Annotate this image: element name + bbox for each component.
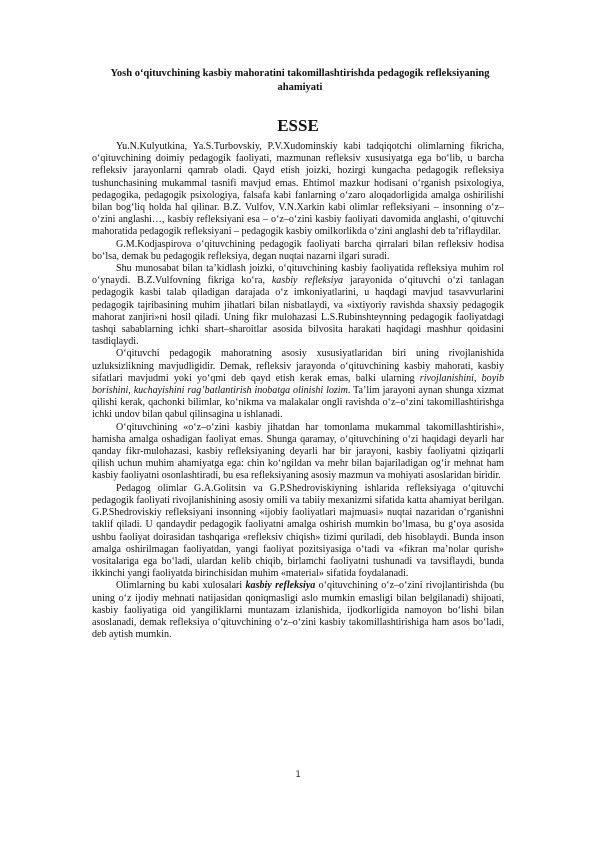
paragraph-text: Pedagog olimlar G.A.Golitsin va G.P.Shedroviskiyning ishlarida refleksiyaga o‘qituvchi pedagogik faoliyati rivojlanishining asosiy omili va tabiiy mexanizmi sifatida katta ahamiyat berilgan. G.P.Shedroviskiy refleksiyani insonning «ijobiy faoliyatlari majmuasi» nuqtai nazaridan o‘rganishni taklif qiladi. U qandaydir pedagogik faoliyatni amalga oshirish mumkin bo‘lmasa, bu g‘oya asosida ushbu faoliyat doirasidan tashqariga «refleksiv chiqish» tizimi quriladi, deb hisoblaydi. Bunda inson amalga oshirilmagan faoliyatdan, yangi faoliyat pozitsiyasiga o‘tadi va «fikran ma’nolar qurish» vositalariga ega bo‘ladi, ulardan kelib chiqib, birlamchi faoliyatni tushunadi va tavsiflaydi, bunda ikkinchi yangi faoliyatda birinchisidan muhim «material» sifatida foydalanadi. [92,482,504,580]
body-paragraph [92,483,504,581]
emphasis-text: rivojlanishini, boyib borishini, kuchayishini rag’batlantirish inobatga olinishi lozim [92,372,504,397]
paragraph-text: O‘qituvchi pedagogik mahoratning asosiy xususiyatlaridan biri uning rivojlanishida uzluksizlikning mavjudligidir. Demak, refleksiv jarayonda o‘qituvchining kasbiy mahorati, kasbiy sifatlari mavjudmi yoki yo‘qmi deb qayd etish kerak emas, balki ularning [92,348,504,384]
body-paragraph [92,239,504,263]
paragraph-text: . Ta’lim jarayoni aynan shunga xizmat qilishi kerak, qachonki bilimlar, ko‘nikma va malakalar ongli ravishda o‘z–o‘zini takomillashtirishga ichki undov bilan qabul qilinsagina u ishlanadi. [92,385,504,421]
paragraph-text: jarayonida o‘qituvchi o‘zi tanlagan pedagogik kasbi talab qiladigan darajada o‘z imkoniyatlarini, u haqdagi mavjud tasavvurlarini pedagogik tajribasining muhim jihatlari bilan nisbatlaydi, va «ixtiyoriy ravishda shaxsiy pedagogik mahorat zanjiri»ni hosil qiladi. Uning fikr mulohazasi L.S.Rubinshteynning pedagogik faoliyatdagi tashqi sabablarning ichki shart–sharoitlar asosida bilvosita harakati haqidagi mashhur qoidasini tasdiqlaydi. [92,275,504,348]
emphasis-text: kasbiy refleksiya [271,275,344,287]
essay-heading: ESSE [277,116,319,135]
page-number: 1 [295,770,301,780]
body-paragraph [92,141,504,239]
body-paragraph [92,348,504,421]
paragraph-text: Shu munosabat bilan ta’kidlash joizki, o‘qituvchining kasbiy faoliyatida refleksiya muhim rol o‘ynaydi. B.Z.Vulfovning fikriga ko‘ra, [92,263,504,287]
paragraph-text: O‘qituvchining «o‘z–o‘zini kasbiy jihatdan har tomonlama mukammal takomillashtirishi», hamisha amalga oshadigan faoliyat emas. Shunga qaramay, o‘qituvchining o‘zi haqidagi deyarli har qanday fikr-mulohazasi, kasbiy refleksiyaning deyarli har bir jarayoni, kasbiy faoliyatni qiziqarli qilish uchun muhim ahamiyatga ega: chin ko‘ngildan va mehr bilan bajariladigan og‘ir mehnat ham kasbiy faoliyatni osonlashtiradi, bu esa refleksiyaning asosiy mazmun va mohiyati asoslaridan biridir. [92,421,504,482]
document-title: Yosh o‘qituvchining kasbiy mahoratini takomillashtirishda pedagogik refleksiyaning ahamiyati [110,68,490,93]
strong-emphasis-text: kasbiy refleksiya [245,580,316,592]
body-paragraph [92,422,504,483]
paragraph-text: o‘qituvchining o‘z–o‘zini rivojlantirishda (bu uning o‘z ijodiy mehnati natijasidan qoniqmasligi aslo mumkin emasligi bilan belgilanadi) shijoati, kasbiy faoliyatiga oid yangiliklarni muntazam izlanishida, ijodkorligida namoyon bo‘lishi bilan asoslanadi, demak refleksiya o‘qituvchining o‘z–o‘zini kasbiy takomillashtirishiga ham asos bo‘ladi, deb aytish mumkin. [92,580,504,641]
essay-body [92,141,504,641]
body-paragraph [92,580,504,641]
body-paragraph [92,263,504,348]
paragraph-text: G.M.Kodjaspirova o‘qituvchining pedagogik faoliyati barcha qirralari bilan refleksiv hodisa bo‘lsa, demak bu pedagogik refleksiya, degan nuqtai nazarni ilgari suradi. [92,238,504,262]
paragraph-text: Yu.N.Kulyutkina, Ya.S.Turbovskiy, P.V.Xudominskiy kabi tadqiqotchi olimlarning fikricha, o‘qituvchining doimiy pedagogik faoliyati, mazmunan refleksiv xususiyatga ega bo‘lib, u barcha refleksiv jarayonlarni qamrab oladi. Qayd etish joizki, hozirgi kungacha pedagogik refleksiya tushunchasining mukammal tasnifi mavjud emas. Ehtimol mazkur hodisani o‘rganish psixologiya, pedagogika, pedagogik psixologiya, falsafa kabi fanlarning o‘zaro aloqadorligida amalga oshirilishi bilan bog‘liq holda hal qilinar. B.Z. Vulfov, V.N.Xarkin kabi olimlar refleksiyani – insonning o‘z–o‘zini anglashi…, kasbiy refleksiyani esa – o‘z–o‘zini kasbiy faoliyati davomida anglashi, o‘qituvchi mahoratida pedagogik refleksiyani – pedagogik kasbiy omilkorlikda o‘zini anglashi deb ta’riflaydilar. [92,141,504,238]
paragraph-text: Olimlarning bu kabi xulosalari [116,580,246,592]
